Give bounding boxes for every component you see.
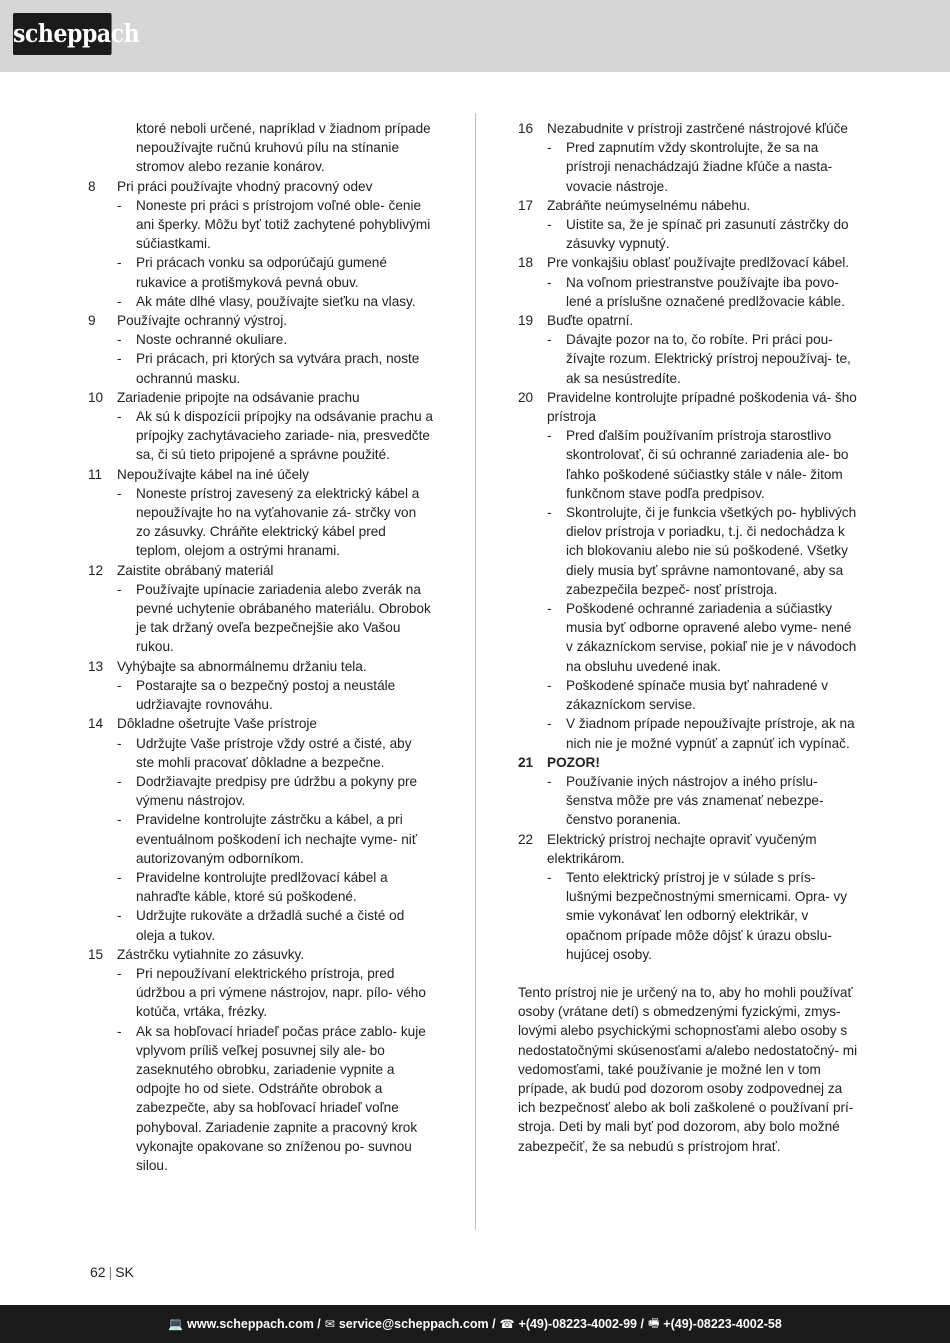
text-line: Na voľnom priestranstve používajte iba povo- xyxy=(566,274,839,290)
sub-item-text xyxy=(566,215,861,253)
list-item xyxy=(518,311,861,330)
text-line: Noste ochranné okuliare. xyxy=(136,332,288,348)
dash-bullet: - xyxy=(547,505,552,521)
item-heading xyxy=(117,561,433,580)
text-line: lené a príslušne označené predlžovacie káble. xyxy=(566,293,845,309)
text-line: Pred zapnutím vždy skontrolujte, že sa na xyxy=(566,140,819,156)
sub-item xyxy=(518,868,861,964)
text-line: skontrolovať, či sú ochranné zariadenia ale- xyxy=(566,447,830,463)
item-heading xyxy=(547,830,861,868)
dash-bullet: - xyxy=(547,217,552,233)
text-line: údržbou a pri výmene nástrojov, napr. pílo- xyxy=(136,985,393,1001)
item-heading xyxy=(547,196,861,215)
text-line: na pevné uchytenie obrábaného materiálu. xyxy=(136,581,421,617)
text-line: namontované, aby sa zabezpečila bezpeč- xyxy=(566,562,844,597)
text-line: ako Vašou rukou. xyxy=(136,620,401,655)
text-line: Buďte opatrní. xyxy=(547,313,634,329)
text-line: Udržujte rukoväte a držadlá suché a čisté xyxy=(136,908,386,924)
text-line: Dávajte pozor na to, čo robíte. Pri práci pou- xyxy=(566,332,833,348)
dash-bullet: - xyxy=(547,773,552,789)
text-line: pohyblivými súčiastkami. xyxy=(136,217,431,252)
sub-item xyxy=(88,964,433,1022)
item-number: 8 xyxy=(88,178,96,194)
text-line: zákazníckom servise. xyxy=(566,697,696,713)
sub-item-text xyxy=(566,330,861,388)
fax-icon: 🖷 xyxy=(647,1315,660,1330)
sub-item xyxy=(518,599,861,676)
dash-bullet: - xyxy=(547,677,552,693)
text-line: rukavice a protišmyková pevná obuv. xyxy=(136,274,359,290)
item-number: 10 xyxy=(88,389,104,405)
page-separator: | xyxy=(108,1264,113,1280)
text-line: Tento prístroj nie je určený na to, aby ho mohli používať xyxy=(518,984,853,1000)
text-line: vy smie vykonávať len odborný elektrikár, v xyxy=(566,889,848,924)
sub-item-text xyxy=(136,772,433,810)
header-bar xyxy=(0,0,950,72)
text-line: vého kotúča, vrtáka, frézky. xyxy=(136,985,426,1020)
right-column xyxy=(518,119,861,1156)
list-item xyxy=(518,830,861,868)
text-line: pre výmenu nástrojov. xyxy=(136,773,418,809)
contact-footer xyxy=(0,1305,950,1343)
sub-item-text xyxy=(136,906,433,944)
sub-item-text xyxy=(566,599,861,676)
text-line: mi vedomosťami, také používanie je možné len v tom xyxy=(518,1042,858,1077)
sub-item xyxy=(88,1022,433,1176)
text-line: Pred ďalším používaním prístroja starostlivo xyxy=(566,428,832,444)
text-line: ktoré neboli určené, napríklad v žiadnom xyxy=(136,121,381,136)
text-line: Používajte upínacie zariadenia alebo zverák xyxy=(136,581,403,597)
sub-item-text xyxy=(136,407,433,465)
list-item xyxy=(518,119,861,138)
list-item xyxy=(518,196,861,215)
text-line: ich bezpečnosť alebo ak boli zaškolené o používaní prí- xyxy=(518,1100,854,1116)
text-line: Zástrčku vytiahnite zo zásuvky. xyxy=(117,946,305,962)
text-line: správne použité. xyxy=(290,447,390,463)
dash-bullet: - xyxy=(117,409,122,425)
language-code: SK xyxy=(115,1264,134,1280)
text-line: musia byť odborne opravené alebo vyme- xyxy=(566,620,818,636)
text-line: ak na nich nie je možné vypnúť a zapnúť ich xyxy=(566,716,855,751)
text-line: lovými alebo psychickými schopnosťami alebo osoby s xyxy=(518,1023,848,1039)
dash-bullet: - xyxy=(547,140,552,156)
text-line: a odpojte ho od siete. Odstráňte obrobok a xyxy=(136,1061,395,1097)
continued-text xyxy=(88,119,433,177)
list-item xyxy=(88,561,433,580)
text-line: hyblivých dielov prístroja v poriadku, t.j. či xyxy=(566,505,857,540)
text-line: Zabráňte neúmyselnému nábehu. xyxy=(547,197,751,213)
sub-item xyxy=(88,772,433,810)
dash-bullet: - xyxy=(547,869,552,885)
dash-bullet: - xyxy=(117,677,122,693)
sub-item xyxy=(88,349,433,387)
text-line: kábel a nepoužívajte ho na vyťahovanie zá- xyxy=(136,485,420,521)
text-line: Pri nepoužívaní elektrického prístroja, pred xyxy=(136,965,395,981)
sub-item xyxy=(88,868,433,906)
item-heading xyxy=(117,945,433,964)
website-link[interactable]: www.scheppach.com / xyxy=(187,1317,321,1331)
text-line: hranami. xyxy=(287,543,340,559)
sub-item-text xyxy=(136,292,433,311)
text-line: Elektrický prístroj nechajte opraviť vyučeným xyxy=(547,831,817,847)
text-line: niť autorizovaným odborníkom. xyxy=(136,831,417,866)
list-item xyxy=(518,388,861,426)
text-line: prípade, ak budú pod dozorom osoby zodpovednej za xyxy=(518,1080,843,1096)
list-item xyxy=(88,465,433,484)
text-line: aby ste mohli pracovať dôkladne a bezpečne. xyxy=(136,735,412,770)
dash-bullet: - xyxy=(117,197,122,213)
sub-item-text xyxy=(136,676,433,714)
list-item xyxy=(88,388,433,407)
item-heading xyxy=(117,714,433,733)
item-heading xyxy=(547,311,861,330)
text-line: Ak sú k dispozícii prípojky na odsávanie xyxy=(136,409,377,425)
page-number: 62 xyxy=(90,1264,106,1280)
dash-bullet: - xyxy=(117,485,122,501)
text-line: kábel pred teplom, olejom a ostrými xyxy=(136,524,386,559)
sub-item xyxy=(88,676,433,714)
text-line: noste ochrannú masku. xyxy=(136,351,420,386)
telephone-icon: ☎ xyxy=(499,1317,515,1331)
sub-item xyxy=(88,292,433,311)
item-number: 19 xyxy=(518,313,534,329)
text-line: Noneste pri práci s prístrojom voľné oble- xyxy=(136,197,385,213)
text-line: Vyhýbajte sa abnormálnemu držaniu tela. xyxy=(117,658,367,674)
text-line: stínanie stromov alebo rezanie konárov. xyxy=(136,140,400,175)
dash-bullet: - xyxy=(117,255,122,271)
text-line: nené v zákazníckom servise, pokiaľ nie je v xyxy=(566,620,852,655)
text-line: pohyboval. Zariadenie zapnite a pracovný xyxy=(136,1119,388,1135)
text-line: elektrikárom. xyxy=(547,850,625,866)
fax-number: +(49)-08223-4002-58 xyxy=(663,1317,782,1331)
sub-item-text xyxy=(566,138,861,196)
text-line: Tento elektrický prístroj je v súlade s prís- xyxy=(566,869,816,885)
sub-item-text xyxy=(136,196,433,254)
list-item xyxy=(88,177,433,196)
text-line: prístroji nenachádzajú žiadne kľúče a nasta- xyxy=(566,159,833,175)
list-item xyxy=(88,311,433,330)
list-item xyxy=(88,945,433,964)
text-line: Zariadenie pripojte na odsávanie prachu xyxy=(117,389,360,405)
text-line: poškodené. Všetky diely musia byť správne xyxy=(566,543,848,578)
sub-item xyxy=(88,253,433,291)
text-line: Noneste prístroj zavesený za elektrický xyxy=(136,485,372,501)
text-line: suvnou silou. xyxy=(136,1138,412,1173)
text-line: Dôkladne ošetrujte Vaše prístroje xyxy=(117,716,317,732)
item-number: 14 xyxy=(88,716,104,732)
text-line: žívajte rozum. Elektrický prístroj nepoužívaj- xyxy=(566,351,832,367)
text-line: Nezabudnite v prístroji zastrčené nástrojové xyxy=(547,121,812,136)
text-line: bo ľahko poškodené súčiastky stále v nále- xyxy=(566,447,849,482)
text-line: vypínač. xyxy=(799,735,850,751)
phone-number: +(49)-08223-4002-99 / xyxy=(518,1317,644,1331)
dash-bullet: - xyxy=(117,332,122,348)
text-line: Pri prácach, pri ktorých sa vytvára prach, xyxy=(136,351,383,367)
sub-item-text xyxy=(136,330,433,349)
sub-item xyxy=(88,407,433,465)
text-line: šho prístroja xyxy=(547,389,857,425)
text-line: lušnými bezpečnostnými smernicami. Opra- xyxy=(566,889,830,905)
text-line: Nepoužívajte kábel na iné účely xyxy=(117,466,309,482)
item-heading xyxy=(117,311,433,330)
sub-item-text xyxy=(566,676,861,714)
dash-bullet: - xyxy=(547,274,552,290)
sub-item-text xyxy=(566,503,861,599)
dash-bullet: - xyxy=(117,735,122,751)
text-line: Skontrolujte, či je funkcia všetkých po- xyxy=(566,505,797,521)
item-number: 9 xyxy=(88,313,96,329)
text-line: Používanie iných nástrojov a iného príslu- xyxy=(566,773,818,789)
sub-item-text xyxy=(566,714,861,752)
text-line: krok vykonajte opakovane so zníženou po- xyxy=(136,1119,418,1154)
sub-item-text xyxy=(566,426,861,503)
text-line: od oleja a tukov. xyxy=(136,908,405,943)
sub-item xyxy=(88,484,433,561)
list-item xyxy=(518,753,861,772)
text-line: kľúče xyxy=(815,121,848,136)
sub-item xyxy=(518,676,861,714)
text-line: Pravidelne kontrolujte predlžovací kábel a xyxy=(136,869,388,885)
text-line: V žiadnom prípade nepoužívajte prístroje, xyxy=(566,716,818,732)
text-line: šenstva môže pre vás znamenať nebezpe- xyxy=(566,793,824,809)
dash-bullet: - xyxy=(117,773,122,789)
list-item xyxy=(88,714,433,733)
text-line: Pri prácach vonku sa odporúčajú gumené xyxy=(136,255,387,271)
dash-bullet: - xyxy=(117,908,122,924)
text-line: zabezpečiť, že sa nebudú s prístrojom hrať. xyxy=(518,1138,781,1154)
dash-bullet: - xyxy=(117,351,122,367)
item-heading xyxy=(117,177,433,196)
text-line: návodoch na obsluhu uvedené inak. xyxy=(566,639,857,674)
page-number-label xyxy=(90,1264,134,1280)
sub-item-text xyxy=(566,868,861,964)
sub-item xyxy=(88,734,433,772)
text-line: te, ak sa nesústredíte. xyxy=(566,351,851,386)
sub-item-text xyxy=(136,253,433,291)
text-line: Ak máte dlhé vlasy, používajte sieťku na vlasy. xyxy=(136,293,416,309)
scheppach-logo: scheppach xyxy=(13,13,112,55)
item-heading xyxy=(547,388,861,426)
text-line: čenie ani šperky. Môžu byť totiž zachytené xyxy=(136,197,422,233)
text-line: prípade nepoužívajte ručnú kruhovú pílu na xyxy=(136,121,431,156)
text-line: POZOR! xyxy=(547,754,600,770)
envelope-icon: ✉ xyxy=(324,1317,335,1331)
sub-item-text xyxy=(566,273,861,311)
item-number: 12 xyxy=(88,562,104,578)
sub-item xyxy=(88,810,433,868)
sub-item-text xyxy=(136,810,433,868)
text-line: žitom funkčnom stave podľa predpisov. xyxy=(566,466,843,501)
dash-bullet: - xyxy=(117,812,122,828)
item-heading xyxy=(117,657,433,676)
item-number: 15 xyxy=(88,946,104,962)
sub-item-text xyxy=(136,964,433,1022)
text-line: eventuálnom poškodení ich nechajte vyme- xyxy=(136,831,398,847)
sub-item-text xyxy=(136,1022,433,1176)
item-number: 13 xyxy=(88,658,104,674)
item-number: 21 xyxy=(518,754,534,770)
text-line: nedochádza k ich blokovaniu alebo nie sú xyxy=(566,524,845,559)
dash-bullet: - xyxy=(117,965,122,981)
text-line: čenstvo poranenia. xyxy=(566,812,681,828)
text-line: nosť prístroja. xyxy=(693,581,778,597)
text-line: kuje vplyvom príliš veľkej posuvnej sily ale- xyxy=(136,1023,426,1058)
item-number: 16 xyxy=(518,121,534,136)
left-column xyxy=(88,119,433,1175)
sub-item-text xyxy=(136,580,433,657)
text-line: nedostatočnými skúsenosťami a/alebo nedostatočný- xyxy=(518,1042,839,1058)
dash-bullet: - xyxy=(547,332,552,348)
text-line: Poškodené spínače musia byť nahradené v xyxy=(566,677,829,693)
safety-notice-paragraph xyxy=(518,983,861,1156)
text-line: Uistite sa, že je spínač pri zasunutí zástrčky xyxy=(566,217,830,233)
text-line: nahraďte káble, ktoré sú poškodené. xyxy=(136,889,357,905)
item-number: 22 xyxy=(518,831,534,847)
text-line: zabezpečte, aby sa hobľovací hriadeľ voľne xyxy=(136,1100,399,1116)
text-line: Ak sa hobľovací hriadeľ počas práce zablo- xyxy=(136,1023,398,1039)
sub-item xyxy=(518,273,861,311)
sub-item xyxy=(518,138,861,196)
item-heading xyxy=(547,119,861,138)
dash-bullet: - xyxy=(117,869,122,885)
text-line: stroja. Deti by mali byť pod dozorom, aby bolo možné xyxy=(518,1119,840,1135)
item-number: 18 xyxy=(518,255,534,271)
item-number: 11 xyxy=(88,466,103,482)
text-line: Poškodené ochranné zariadenia a súčiastky xyxy=(566,601,833,617)
text-line: Postarajte sa o bezpečný postoj a neustále xyxy=(136,677,396,693)
sub-item xyxy=(518,772,861,830)
text-line: Dodržiavajte predpisy pre údržbu a pokyny xyxy=(136,773,394,789)
text-line: Udržujte Vaše prístroje vždy ostré a čisté, xyxy=(136,735,386,751)
sub-item-text xyxy=(566,772,861,830)
text-line: Zaistite obrábaný materiál xyxy=(117,562,274,578)
sub-item xyxy=(88,906,433,944)
sub-item xyxy=(518,426,861,503)
text-line: prachu a prípojky zachytávacieho zariade- xyxy=(136,409,433,444)
item-number: 20 xyxy=(518,389,534,405)
column-divider xyxy=(475,113,476,1230)
text-line: Pravidelne kontrolujte zástrčku a kábel, a pri xyxy=(136,812,403,828)
dash-bullet: - xyxy=(547,716,552,732)
sub-item xyxy=(88,196,433,254)
dash-bullet: - xyxy=(547,601,552,617)
text-line: opačnom prípade môže dôjsť k úrazu obslu- xyxy=(566,927,832,943)
text-line: Používajte ochranný výstroj. xyxy=(117,313,288,329)
text-line: hujúcej osoby. xyxy=(566,946,652,962)
email-link[interactable]: service@scheppach.com / xyxy=(338,1317,496,1331)
item-heading xyxy=(117,388,433,407)
text-line: udržiavajte rovnováhu. xyxy=(136,697,273,713)
text-line: Pravidelne kontrolujte prípadné poškodenia vá- xyxy=(547,389,832,405)
sub-item xyxy=(518,215,861,253)
text-line: do zásuvky vypnutý. xyxy=(566,217,849,252)
text-line: Pre vonkajšiu oblasť používajte predlžovací xyxy=(547,255,810,271)
computer-icon: 💻 xyxy=(168,1317,184,1331)
text-line: Obrobok je tak držaný oveľa bezpečnejšie xyxy=(136,601,431,636)
text-line: osoby (vrátane detí) s obmedzenými fyzickými, zmys- xyxy=(518,1004,841,1020)
sub-item-text xyxy=(136,868,433,906)
dash-bullet: - xyxy=(117,1023,122,1039)
list-item xyxy=(88,657,433,676)
list-item xyxy=(518,253,861,272)
text-line: strčky von zo zásuvky. Chráňte elektrický xyxy=(136,505,417,540)
text-line: nia, presvedčte sa, či sú tieto pripojené a xyxy=(136,428,430,463)
sub-item xyxy=(88,330,433,349)
sub-item xyxy=(518,503,861,599)
text-line: bo zaseknutého obrobku, zariadenie vypnite xyxy=(136,1042,385,1077)
text-line: Pri práci používajte vhodný pracovný odev xyxy=(117,178,373,194)
item-heading xyxy=(547,253,861,272)
dash-bullet: - xyxy=(547,428,552,444)
item-heading xyxy=(547,753,861,772)
dash-bullet: - xyxy=(117,293,122,309)
sub-item xyxy=(518,330,861,388)
sub-item xyxy=(518,714,861,752)
sub-item-text xyxy=(136,349,433,387)
sub-item-text xyxy=(136,734,433,772)
sub-item-text xyxy=(136,484,433,561)
text-line: vovacie nástroje. xyxy=(566,178,669,194)
sub-item xyxy=(88,580,433,657)
text-line: kábel. xyxy=(812,255,850,271)
item-number: 17 xyxy=(518,197,534,213)
dash-bullet: - xyxy=(117,581,122,597)
item-heading xyxy=(117,465,433,484)
